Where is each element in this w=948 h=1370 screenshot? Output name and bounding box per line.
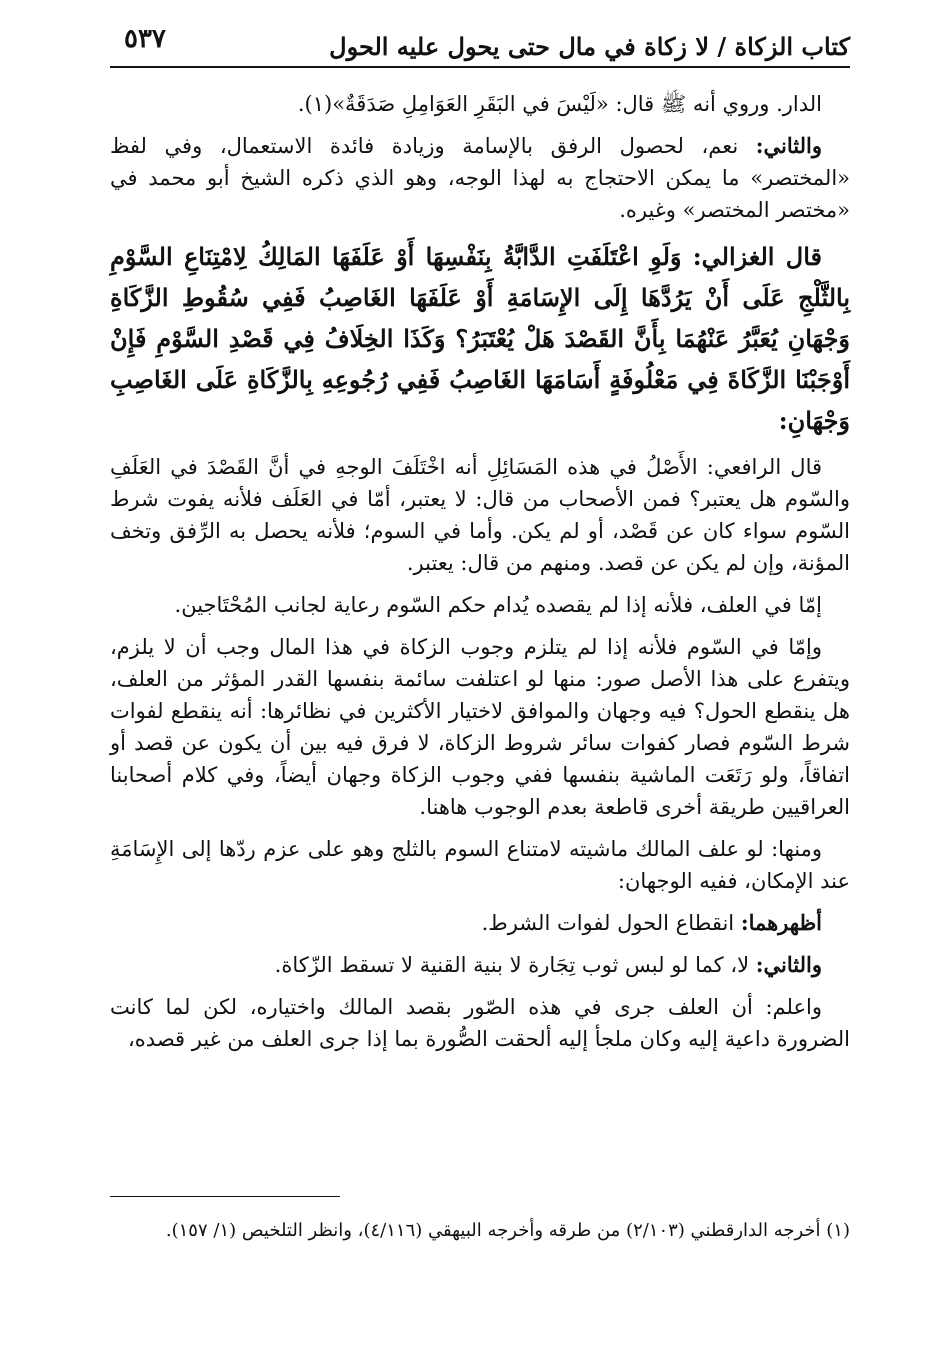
paragraph [110, 631, 850, 823]
paragraph [110, 589, 850, 621]
running-title: كتاب الزكاة / لا زكاة في مال حتى يحول عليه الحول [329, 32, 850, 61]
page-number: ٥٣٧ [124, 24, 166, 54]
footnote: (١) أخرجه الدارقطني (٢/١٠٣) من طرقه وأخرجه البيهقي (٤/١١٦)، وانظر التلخيص (١/ ١٥٧). [165, 1220, 850, 1241]
paragraph [110, 88, 850, 120]
paragraph-text: انقطاع الحول لفوات الشرط. [481, 911, 741, 935]
paragraph [110, 130, 850, 226]
paragraph-text: إمّا في العلف، فلأنه إذا لم يقصده يُدام حكم السّوم رعاية لجانب المُحْتَاجين. [174, 593, 822, 617]
paragraph-lead: والثاني: [755, 952, 822, 977]
matn-paragraph [110, 236, 850, 441]
paragraph-text: وإمّا في السّوم فلأنه إذا لم يتلزم وجوب الزكاة في هذا المال وجب أن لا يلزم، ويتفرع على هذا الأصل صور: منها لو اعتلفت سائمة بنفسها القدر المؤثر من العلف، هل ينقطع الحول؟ فيه وجهان والموافق لاختيار الأكثرين في نظائرها: أنه ينقطع لفوات شرط السّوم فصار كفوات سائر شروط الزكاة، لا فرق فيه بين أن يكون عن قصد أو اتفاقاً، ولو رَتَعَت الماشية بنفسها ففي وجوب الزكاة وجهان أيضاً، وفي كلام أصحابنا العراقيين طريقة أخرى قاطعة بعدم الوجوب هاهنا. [110, 635, 850, 819]
paragraph-text: قال الغزالي: وَلَوِ اعْتَلَفَتِ الدَّابَّةُ بِنَفْسِهَا أَوْ عَلَفَهَا المَالِكُ لِامْتِنَاعِ السَّوْمِ بِالثَّلْجِ عَلَى أَنْ يَرُدَّهَا إِلَى الإِسَامَةِ أَوْ عَلَفَهَا الغَاصِبُ فَفِي سُقُوطِ الزَّكَاةِ وَجْهَانِ يُعَبَّرُ عَنْهُمَا بِأَنَّ القَصْدَ هَلْ يُعْتَبَرُ؟ وَكَذَا الخِلَافُ فِي قَصْدِ السَّوْمِ فَإِنْ أَوْجَبْنَا الزَّكَاةَ فِي مَعْلُوفَةٍ أَسَامَهَا الغَاصِبُ فَفِي رُجُوعِهِ بِالزَّكَاةِ عَلَى الغَاصِبِ وَجْهَانِ: [110, 242, 850, 435]
paragraph-text: لا، كما لو لبس ثوب تِجَارة لا بنية القنية لا تسقط الزّكاة. [274, 953, 756, 977]
paragraph [110, 451, 850, 579]
paragraph-text: واعلم: أن العلف جرى في هذه الصّور بقصد المالك واختياره، لكن لما كانت الضرورة داعية إليه وكان ملجأ إليه ألحقت الصُّورة بما إذا جرى العلف من غير قصده، [110, 995, 850, 1051]
paragraph-lead: أظهرهما: [740, 910, 822, 935]
paragraph [110, 991, 850, 1055]
paragraph [110, 833, 850, 897]
paragraph-text: قال الرافعي: الأَصْلُ في هذه المَسَائِلِ أنه اخْتَلَفَ الوجهِ في أنَّ القَصْدَ في العَلَفِ والسّوم هل يعتبر؟ فمن الأصحاب من قال: لا يعتبر، أمّا في العَلَف فلأنه يفوت شرط السّوم سواء كان عن قَصْد، أو لم يكن. وأما في السوم؛ فلأنه يحصل به الرِّفق وتخف المؤنة، وإن لم يكن عن قصد. ومنهم من قال: يعتبر. [110, 455, 850, 575]
paragraph-lead: والثاني: [755, 133, 822, 158]
paragraph-text: نعم، لحصول الرفق بالإسامة وزيادة فائدة الاستعمال، وفي لفظ «المختصر» ما يمكن الاحتجاج به لهذا الوجه، وهو الذي ذكره الشيخ أبو محمد في «مختصر المختصر» وغيره. [110, 134, 850, 222]
paragraph-text: ومنها: لو علف المالك ماشيته لامتناع السوم بالثلج وهو على عزم ردّها إلى الإِسَامَةِ عند الإمكان، ففيه الوجهان: [110, 837, 850, 893]
paragraph-text: الدار. وروي أنه ﷺ قال: «لَيْسَ في البَقَرِ العَوَامِلِ صَدَقَةٌ»(١). [297, 92, 822, 116]
page-body [110, 88, 850, 1065]
book-page [110, 18, 850, 1358]
footnote-separator [110, 1196, 340, 1197]
paragraph [110, 907, 850, 939]
page-header [110, 18, 850, 68]
paragraph [110, 949, 850, 981]
